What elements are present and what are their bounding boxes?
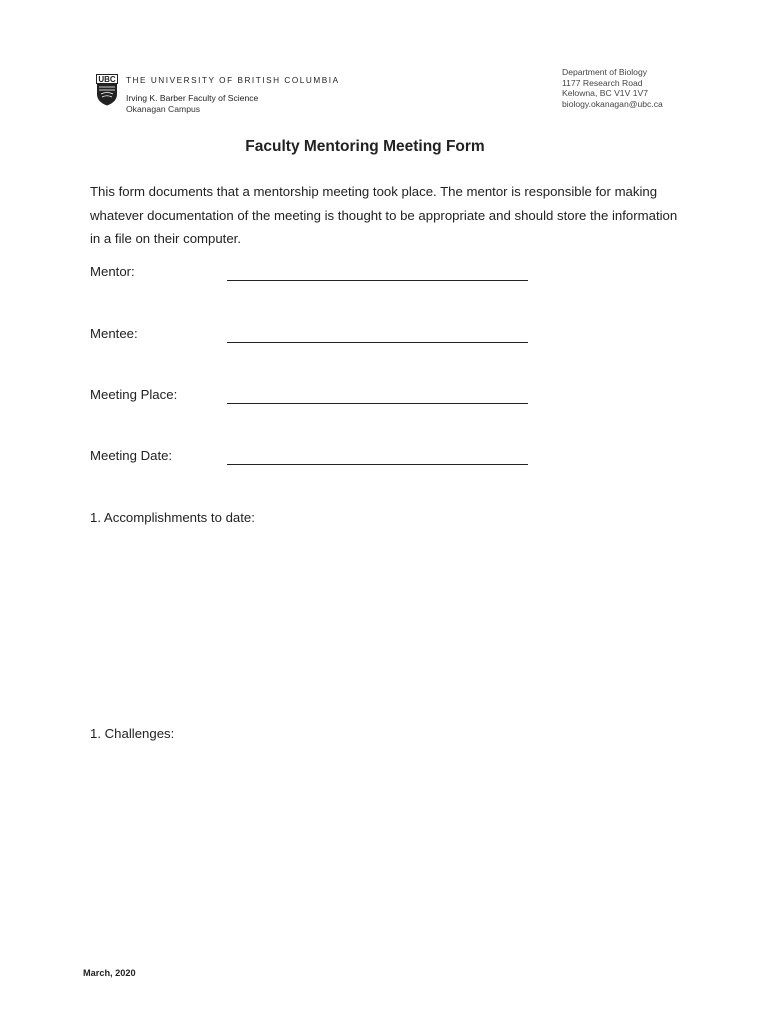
address-line-department: Department of Biology: [562, 67, 648, 77]
ubc-crest-icon: [96, 74, 118, 106]
mentor-label: Mentor:: [90, 264, 135, 279]
form-title: Faculty Mentoring Meeting Form: [245, 138, 485, 155]
university-name: THE UNIVERSITY OF BRITISH COLUMBIA: [126, 76, 340, 85]
challenges-heading: 1. Challenges:: [90, 726, 175, 741]
mentee-field: [90, 326, 550, 346]
mentee-input-line[interactable]: [227, 342, 528, 343]
faculty-name: Irving K. Barber Faculty of Science: [126, 93, 259, 103]
meeting-place-label: Meeting Place:: [90, 387, 178, 402]
department-address: [562, 67, 663, 109]
mentee-label: Mentee:: [90, 326, 138, 341]
meeting-place-input-line[interactable]: [227, 403, 528, 404]
mentor-input-line[interactable]: [227, 280, 528, 281]
meeting-date-label: Meeting Date:: [90, 448, 173, 463]
meeting-date-input-line[interactable]: [227, 464, 528, 465]
campus-name: Okanagan Campus: [126, 104, 201, 114]
meeting-date-field: [90, 448, 550, 468]
address-line-city: Kelowna, BC V1V 1V7: [562, 88, 648, 98]
meeting-place-field: [90, 387, 550, 407]
ubc-logo: [96, 74, 340, 114]
address-line-email[interactable]: biology.okanagan@ubc.ca: [562, 98, 663, 109]
mentor-field: [90, 264, 550, 284]
footer-date: March, 2020: [83, 968, 136, 978]
crest-letters: UBC: [98, 75, 116, 84]
form-intro: This form documents that a mentorship meeting took place. The mentor is responsible for making whatever documentation of the meeting is thought to be appropriate and should store the information in a file on their computer.: [90, 184, 678, 246]
accomplishments-heading: 1. Accomplishments to date:: [90, 510, 255, 525]
address-line-street: 1177 Research Road: [562, 77, 643, 88]
